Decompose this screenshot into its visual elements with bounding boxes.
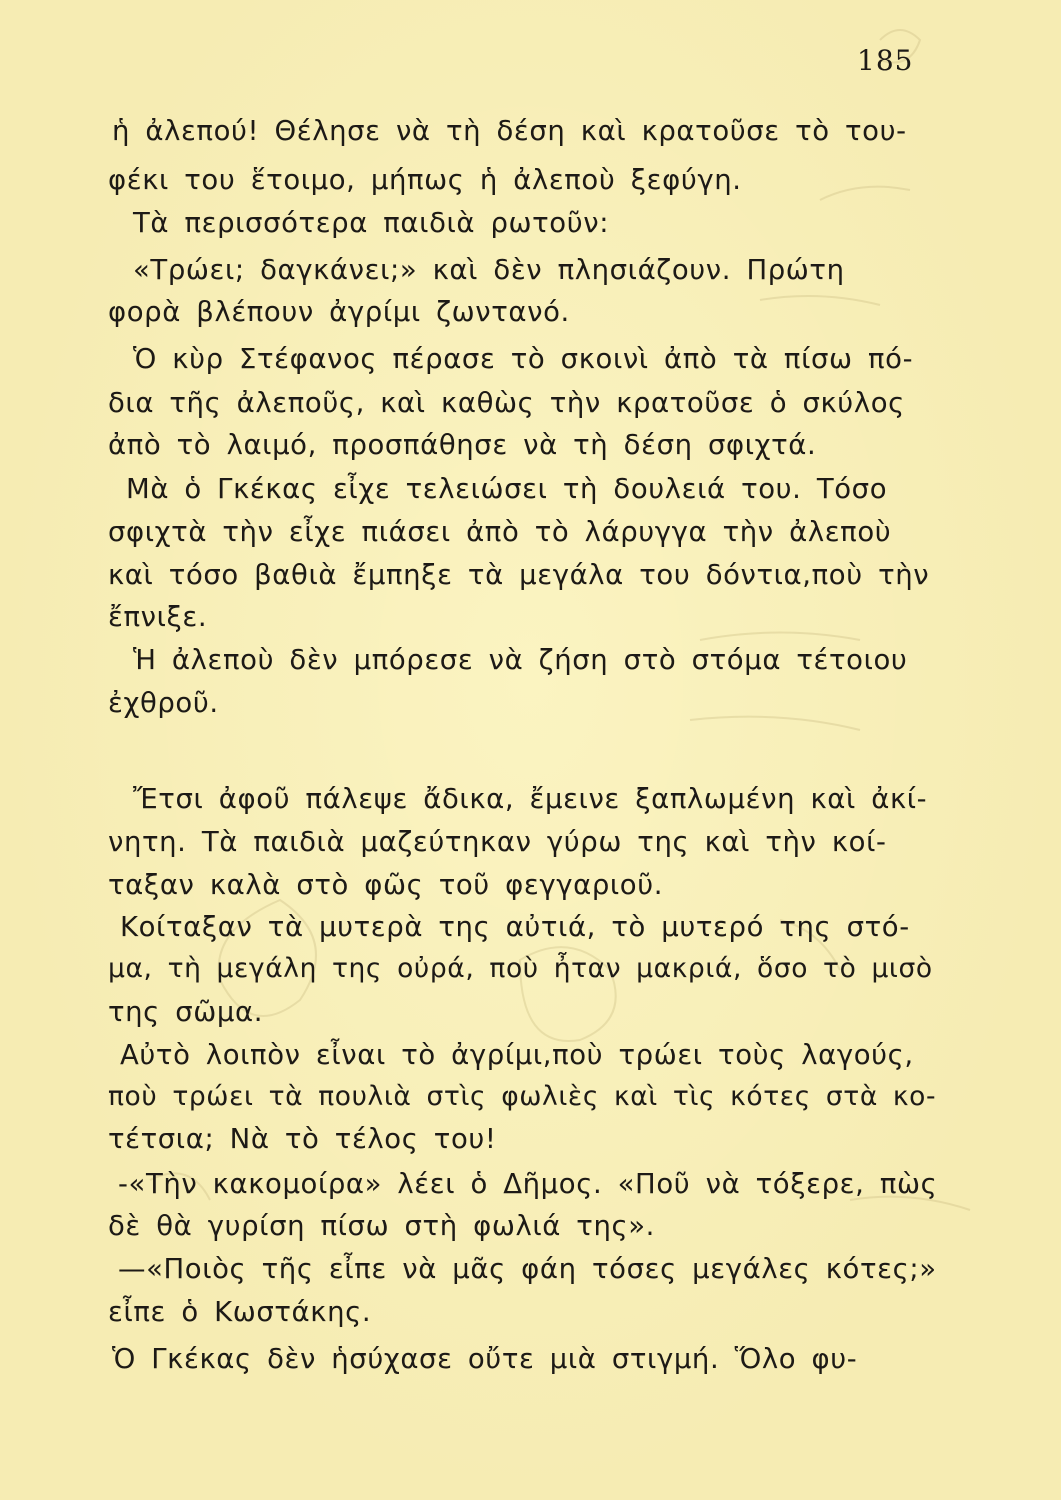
text-line: ἀπὸ τὸ λαιμό, προσπάθησε νὰ τὴ δέση σφιχτά. xyxy=(108,429,817,461)
text-line: ταξαν καλὰ στὸ φῶς τοῦ φεγγαριοῦ. xyxy=(108,869,664,901)
text-line: σφιχτὰ τὴν εἶχε πιάσει ἀπὸ τὸ λάρυγγα τὴν ἀλεποὺ xyxy=(108,516,892,548)
text-line: της σῶμα. xyxy=(108,996,264,1028)
text-line: Ὁ Γκέκας δὲν ἡσύχασε οὔτε μιὰ στιγμή. Ὅλο φυ- xyxy=(112,1343,858,1375)
text-line: Ἔτσι ἀφοῦ πάλεψε ἄδικα, ἔμεινε ξαπλωμένη καὶ ἀκί- xyxy=(133,783,928,815)
text-line: ἡ ἀλεπού! Θέλησε νὰ τὴ δέση καὶ κρατοῦσε τὸ του- xyxy=(112,115,907,147)
text-line: Τὰ περισσότερα παιδιὰ ρωτοῦν: xyxy=(133,207,610,239)
text-line: νητη. Τὰ παιδιὰ μαζεύτηκαν γύρω της καὶ τὴν κοί- xyxy=(108,826,887,858)
text-line: ἔπνιξε. xyxy=(108,601,208,633)
text-line: ἐχθροῦ. xyxy=(108,687,219,719)
text-line: τέτσια; Νὰ τὸ τέλος του! xyxy=(108,1123,497,1155)
text-line: φέκι του ἕτοιμο, μήπως ἡ ἀλεποὺ ξεφύγη. xyxy=(108,164,742,196)
page-number: 185 xyxy=(857,44,914,77)
text-line: δια τῆς ἀλεποῦς, καὶ καθὼς τὴν κρατοῦσε ὁ σκύλος xyxy=(108,387,905,419)
text-line: Κοίταξαν τὰ μυτερὰ της αὐτιά, τὸ μυτερό της στό- xyxy=(120,911,910,943)
text-line: εἶπε ὁ Κωστάκης. xyxy=(108,1296,372,1328)
text-line: Αὐτὸ λοιπὸν εἶναι τὸ ἀγρίμι,ποὺ τρώει τοὺς λαγούς, xyxy=(120,1039,914,1071)
text-line: —«Ποιὸς τῆς εἶπε νὰ μᾶς φάη τόσες μεγάλες κότες;» xyxy=(118,1253,937,1285)
text-line: Μὰ ὁ Γκέκας εἶχε τελειώσει τὴ δουλειά του. Τόσο xyxy=(126,473,888,505)
text-line: Ὁ κὺρ Στέφανος πέρασε τὸ σκοινὶ ἀπὸ τὰ πίσω πό- xyxy=(133,343,914,375)
text-line: ποὺ τρώει τὰ πουλιὰ στὶς φωλιὲς καὶ τὶς κότες στὰ κο- xyxy=(108,1081,937,1112)
text-line: καὶ τόσο βαθιὰ ἔμπηξε τὰ μεγάλα του δόντια,ποὺ τὴν xyxy=(108,559,930,591)
text-line: Ἡ ἀλεποὺ δὲν μπόρεσε νὰ ζήση στὸ στόμα τέτοιου xyxy=(133,644,908,676)
text-line: «Τρώει; δαγκάνει;» καὶ δὲν πλησιάζουν. Πρώτη xyxy=(133,254,845,286)
text-line: μα, τὴ μεγάλη της οὐρά, ποὺ ἦταν μακριά, ὅσο τὸ μισὸ xyxy=(108,953,933,984)
text-line: -«Τὴν κακομοίρα» λέει ὁ Δῆμος. «Ποῦ νὰ τόξερε, πὼς xyxy=(118,1168,938,1200)
text-line: φορὰ βλέπουν ἀγρίμι ζωντανό. xyxy=(108,296,570,328)
text-line: δὲ θὰ γυρίση πίσω στὴ φωλιά της». xyxy=(108,1210,655,1242)
